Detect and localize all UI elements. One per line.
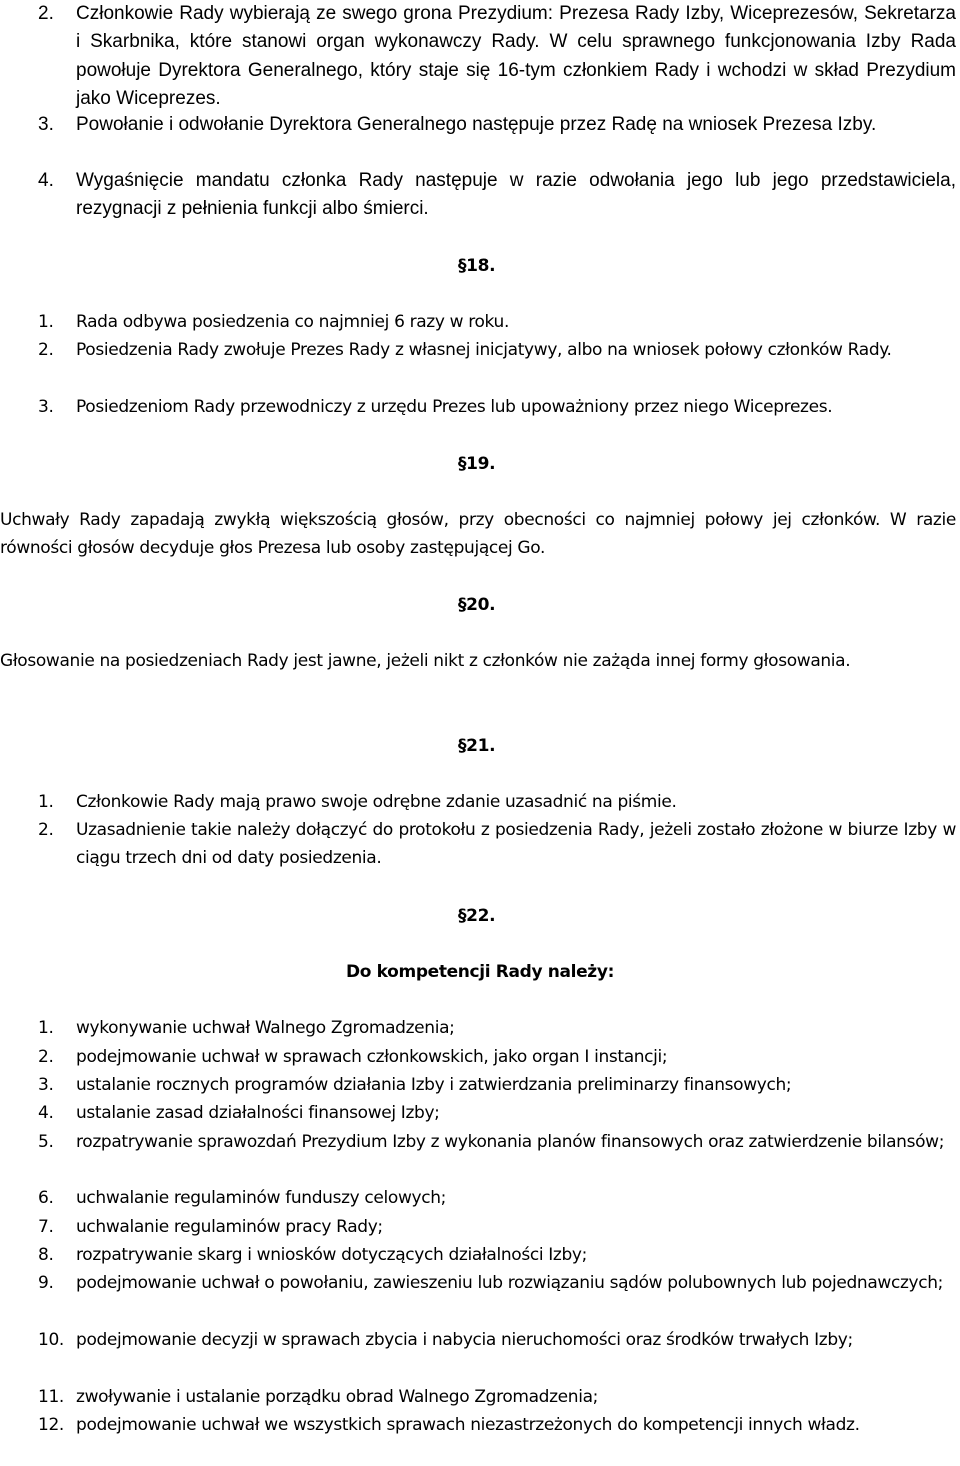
section-sign: §	[458, 256, 467, 276]
item-text: Posiedzenia Rady zwołuje Prezes Rady z własnej inicjatywy, albo na wniosek połowy członków Rady.	[76, 340, 892, 360]
list-item	[0, 336, 960, 364]
item-text: Powołanie i odwołanie Dyrektora Generalnego następuje przez Radę na wniosek Prezesa Izby.	[76, 114, 877, 135]
item-text: uchwalanie regulaminów pracy Rady;	[76, 1217, 383, 1237]
item-number: 6.	[38, 1188, 54, 1208]
section-number-18	[458, 252, 495, 280]
item-number: 11.	[38, 1387, 64, 1407]
item-number: 10.	[38, 1330, 64, 1350]
list-item	[0, 0, 960, 114]
item-text: ustalanie rocznych programów działania Izby i zatwierdzania preliminarzy finansowych;	[76, 1075, 792, 1095]
item-text: zwoływanie i ustalanie porządku obrad Walnego Zgromadzenia;	[76, 1387, 599, 1407]
item-number: 7.	[38, 1217, 54, 1237]
item-number: 3.	[38, 1075, 54, 1095]
item-text: Członkowie Rady wybierają ze swego grona Prezydium: Prezesa Rady Izby, Wiceprezesów, Sekretarza i Skarbnika, które stanowi organ wykonawczy Rady. W celu sprawnego funkcjonowania Izby Rada powołuje Dyrektora Generalnego, który staje się 16-tym członkiem Rady i wchodzi w skład Prezydium jako Wiceprezes.	[76, 3, 956, 110]
item-number: 3.	[38, 114, 54, 135]
section-label: 19.	[466, 454, 496, 474]
item-number: 8.	[38, 1245, 54, 1265]
paragraph: Uchwały Rady zapadają zwykłą większością głosów, przy obecności co najmniej połowy jej członków. W razie równości głosów decyduje głos Prezesa lub osoby zastępującej Go.	[0, 510, 956, 559]
item-number: 3.	[38, 397, 54, 417]
item-number: 2.	[38, 340, 54, 360]
item-number: 1.	[38, 1018, 54, 1038]
item-text: uchwalanie regulaminów funduszy celowych;	[76, 1188, 447, 1208]
list-item	[0, 788, 960, 816]
section-label: 21.	[466, 736, 496, 756]
section-sign: §	[458, 595, 467, 615]
list-item	[0, 1383, 960, 1411]
list-item	[0, 1128, 960, 1156]
list-item	[0, 1014, 960, 1042]
item-text: rozpatrywanie skarg i wniosków dotyczących działalności Izby;	[76, 1245, 588, 1265]
list-item	[0, 1326, 960, 1354]
list-item	[0, 167, 960, 224]
list-item	[0, 1241, 960, 1269]
item-number: 4.	[38, 170, 54, 191]
item-number: 1.	[38, 792, 54, 812]
list-item	[0, 393, 960, 421]
item-text: Rada odbywa posiedzenia co najmniej 6 razy w roku.	[76, 312, 510, 332]
list-item	[0, 1269, 960, 1297]
item-text: Wygaśnięcie mandatu członka Rady następuje w razie odwołania jego lub jego przedstawiciela, rezygnacji z pełnienia funkcji albo śmierci.	[76, 170, 956, 220]
section-label: 20.	[466, 595, 496, 615]
section-number-21	[458, 732, 495, 760]
item-number: 4.	[38, 1103, 54, 1123]
item-number: 2.	[38, 3, 54, 24]
list-item	[0, 1411, 960, 1439]
item-text: Posiedzeniom Rady przewodniczy z urzędu Prezes lub upoważniony przez niego Wiceprezes.	[76, 397, 833, 417]
list-item	[0, 111, 960, 139]
item-text: ustalanie zasad działalności finansowej Izby;	[76, 1103, 440, 1123]
section-number-22	[458, 902, 495, 930]
item-text: rozpatrywanie sprawozdań Prezydium Izby z wykonania planów finansowych oraz zatwierdzenie bilansów;	[76, 1132, 945, 1152]
item-number: 5.	[38, 1132, 54, 1152]
item-number: 12.	[38, 1415, 64, 1435]
list-item	[0, 1184, 960, 1212]
section-number-20	[458, 591, 495, 619]
list-item	[0, 308, 960, 336]
section-sign: §	[458, 906, 467, 926]
section-number-19	[458, 450, 495, 478]
section-sign: §	[458, 736, 467, 756]
section-heading: Do kompetencji Rady należy:	[345, 962, 615, 982]
list-item	[0, 1099, 960, 1127]
list-item	[0, 1213, 960, 1241]
list-item	[0, 816, 960, 873]
item-text: podejmowanie uchwał o powołaniu, zawieszeniu lub rozwiązaniu sądów polubownych lub pojednawczych;	[76, 1273, 944, 1293]
section-label: 18.	[466, 256, 496, 276]
item-number: 2.	[38, 820, 54, 840]
list-item	[0, 1043, 960, 1071]
paragraph: Głosowanie na posiedzeniach Rady jest jawne, jeżeli nikt z członków nie zażąda innej formy głosowania.	[0, 651, 851, 671]
item-number: 2.	[38, 1047, 54, 1067]
item-text: podejmowanie uchwał w sprawach członkowskich, jako organ I instancji;	[76, 1047, 668, 1067]
section-sign: §	[458, 454, 467, 474]
list-item	[0, 1071, 960, 1099]
item-text: wykonywanie uchwał Walnego Zgromadzenia;	[76, 1018, 455, 1038]
item-text: podejmowanie decyzji w sprawach zbycia i nabycia nieruchomości oraz środków trwałych Izby;	[76, 1330, 853, 1350]
item-text: Członkowie Rady mają prawo swoje odrębne zdanie uzasadnić na piśmie.	[76, 792, 677, 812]
item-text: Uzasadnienie takie należy dołączyć do protokołu z posiedzenia Rady, jeżeli zostało złożone w biurze Izby w ciągu trzech dni od daty posiedzenia.	[76, 820, 956, 869]
item-text: podejmowanie uchwał we wszystkich sprawach niezastrzeżonych do kompetencji innych władz.	[76, 1415, 860, 1435]
section-label: 22.	[466, 906, 496, 926]
item-number: 9.	[38, 1273, 54, 1293]
item-number: 1.	[38, 312, 54, 332]
